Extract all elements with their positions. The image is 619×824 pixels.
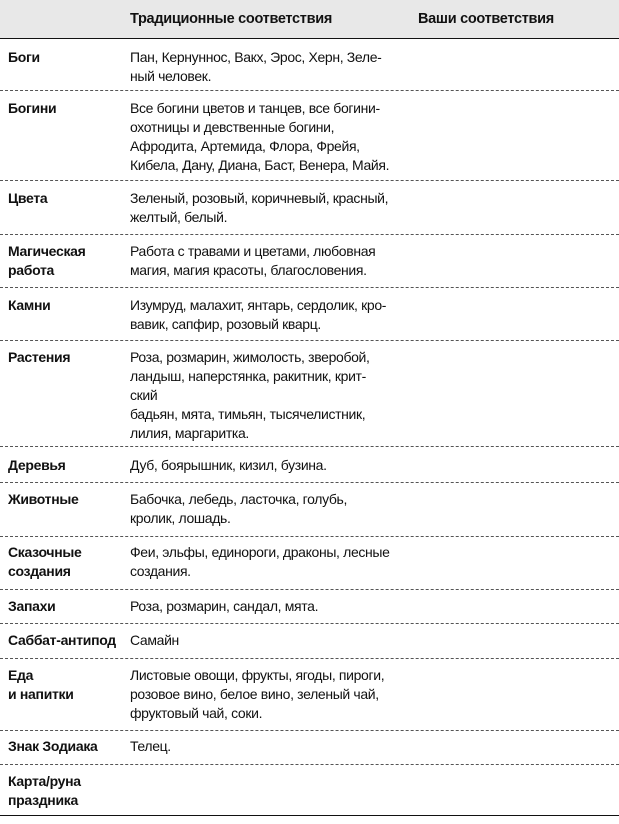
header-yours: Ваши соответствия bbox=[418, 11, 554, 27]
row-divider bbox=[0, 234, 619, 235]
table-bottom-rule bbox=[0, 815, 619, 816]
row-category: Растения bbox=[8, 349, 71, 365]
table-header bbox=[0, 0, 619, 39]
row-traditional: Дуб, боярышник, кизил, бузина. bbox=[130, 457, 327, 473]
row-category: Деревья bbox=[8, 457, 66, 473]
row-divider bbox=[0, 446, 619, 447]
row-category: Знак Зодиака bbox=[8, 738, 98, 754]
row-category: Животные bbox=[8, 491, 79, 507]
row-category: Богини bbox=[8, 100, 57, 116]
row-divider bbox=[0, 589, 619, 590]
row-divider bbox=[0, 287, 619, 288]
row-traditional: Феи, эльфы, единороги, драконы, лесные создания. bbox=[130, 544, 390, 579]
row-divider bbox=[0, 90, 619, 91]
row-traditional: Листовые овощи, фрукты, ягоды, пироги, розовое вино, белое вино, зеленый чай, фруктовый чай, соки. bbox=[130, 667, 385, 721]
row-category: Саббат-антипод bbox=[8, 632, 116, 648]
row-category: Боги bbox=[8, 49, 40, 65]
row-traditional: Телец. bbox=[130, 738, 171, 754]
row-category: Запахи bbox=[8, 598, 56, 614]
row-category: Сказочные создания bbox=[8, 544, 82, 579]
row-traditional: Все богини цветов и танцев, все богини- охотницы и девственные богини, Афродита, Артемида, Флора, Фрейя, Кибела, Дану, Диана, Баст, Венера, Майя. bbox=[130, 100, 390, 173]
row-category: Еда и напитки bbox=[8, 667, 74, 702]
row-traditional: Роза, розмарин, жимолость, зверобой, ландыш, наперстянка, ракитник, крит- ский бадьян, мята, тимьян, тысячелистник, лилия, маргаритка. bbox=[130, 349, 370, 441]
row-traditional: Изумруд, малахит, янтарь, сердолик, кро- вавик, сапфир, розовый кварц. bbox=[130, 297, 387, 332]
row-traditional: Бабочка, лебедь, ласточка, голубь, кролик, лошадь. bbox=[130, 491, 348, 526]
row-divider bbox=[0, 180, 619, 181]
row-divider bbox=[0, 482, 619, 483]
row-divider bbox=[0, 730, 619, 731]
row-traditional: Роза, розмарин, сандал, мята. bbox=[130, 598, 319, 614]
row-traditional: Работа с травами и цветами, любовная магия, магия красоты, благословения. bbox=[130, 243, 376, 278]
row-traditional: Пан, Кернуннос, Вакх, Эрос, Херн, Зеле- ный человек. bbox=[130, 49, 382, 84]
row-divider bbox=[0, 340, 619, 341]
header-traditional: Традиционные соответствия bbox=[130, 11, 332, 27]
row-divider bbox=[0, 764, 619, 765]
row-category: Карта/руна праздника bbox=[8, 773, 81, 808]
row-category: Цвета bbox=[8, 190, 48, 206]
row-category: Камни bbox=[8, 297, 51, 313]
row-divider bbox=[0, 536, 619, 537]
row-divider bbox=[0, 623, 619, 624]
row-traditional: Самайн bbox=[130, 632, 179, 648]
row-traditional: Зеленый, розовый, коричневый, красный, желтый, белый. bbox=[130, 190, 389, 225]
row-category: Магическая работа bbox=[8, 243, 86, 278]
row-divider bbox=[0, 658, 619, 659]
